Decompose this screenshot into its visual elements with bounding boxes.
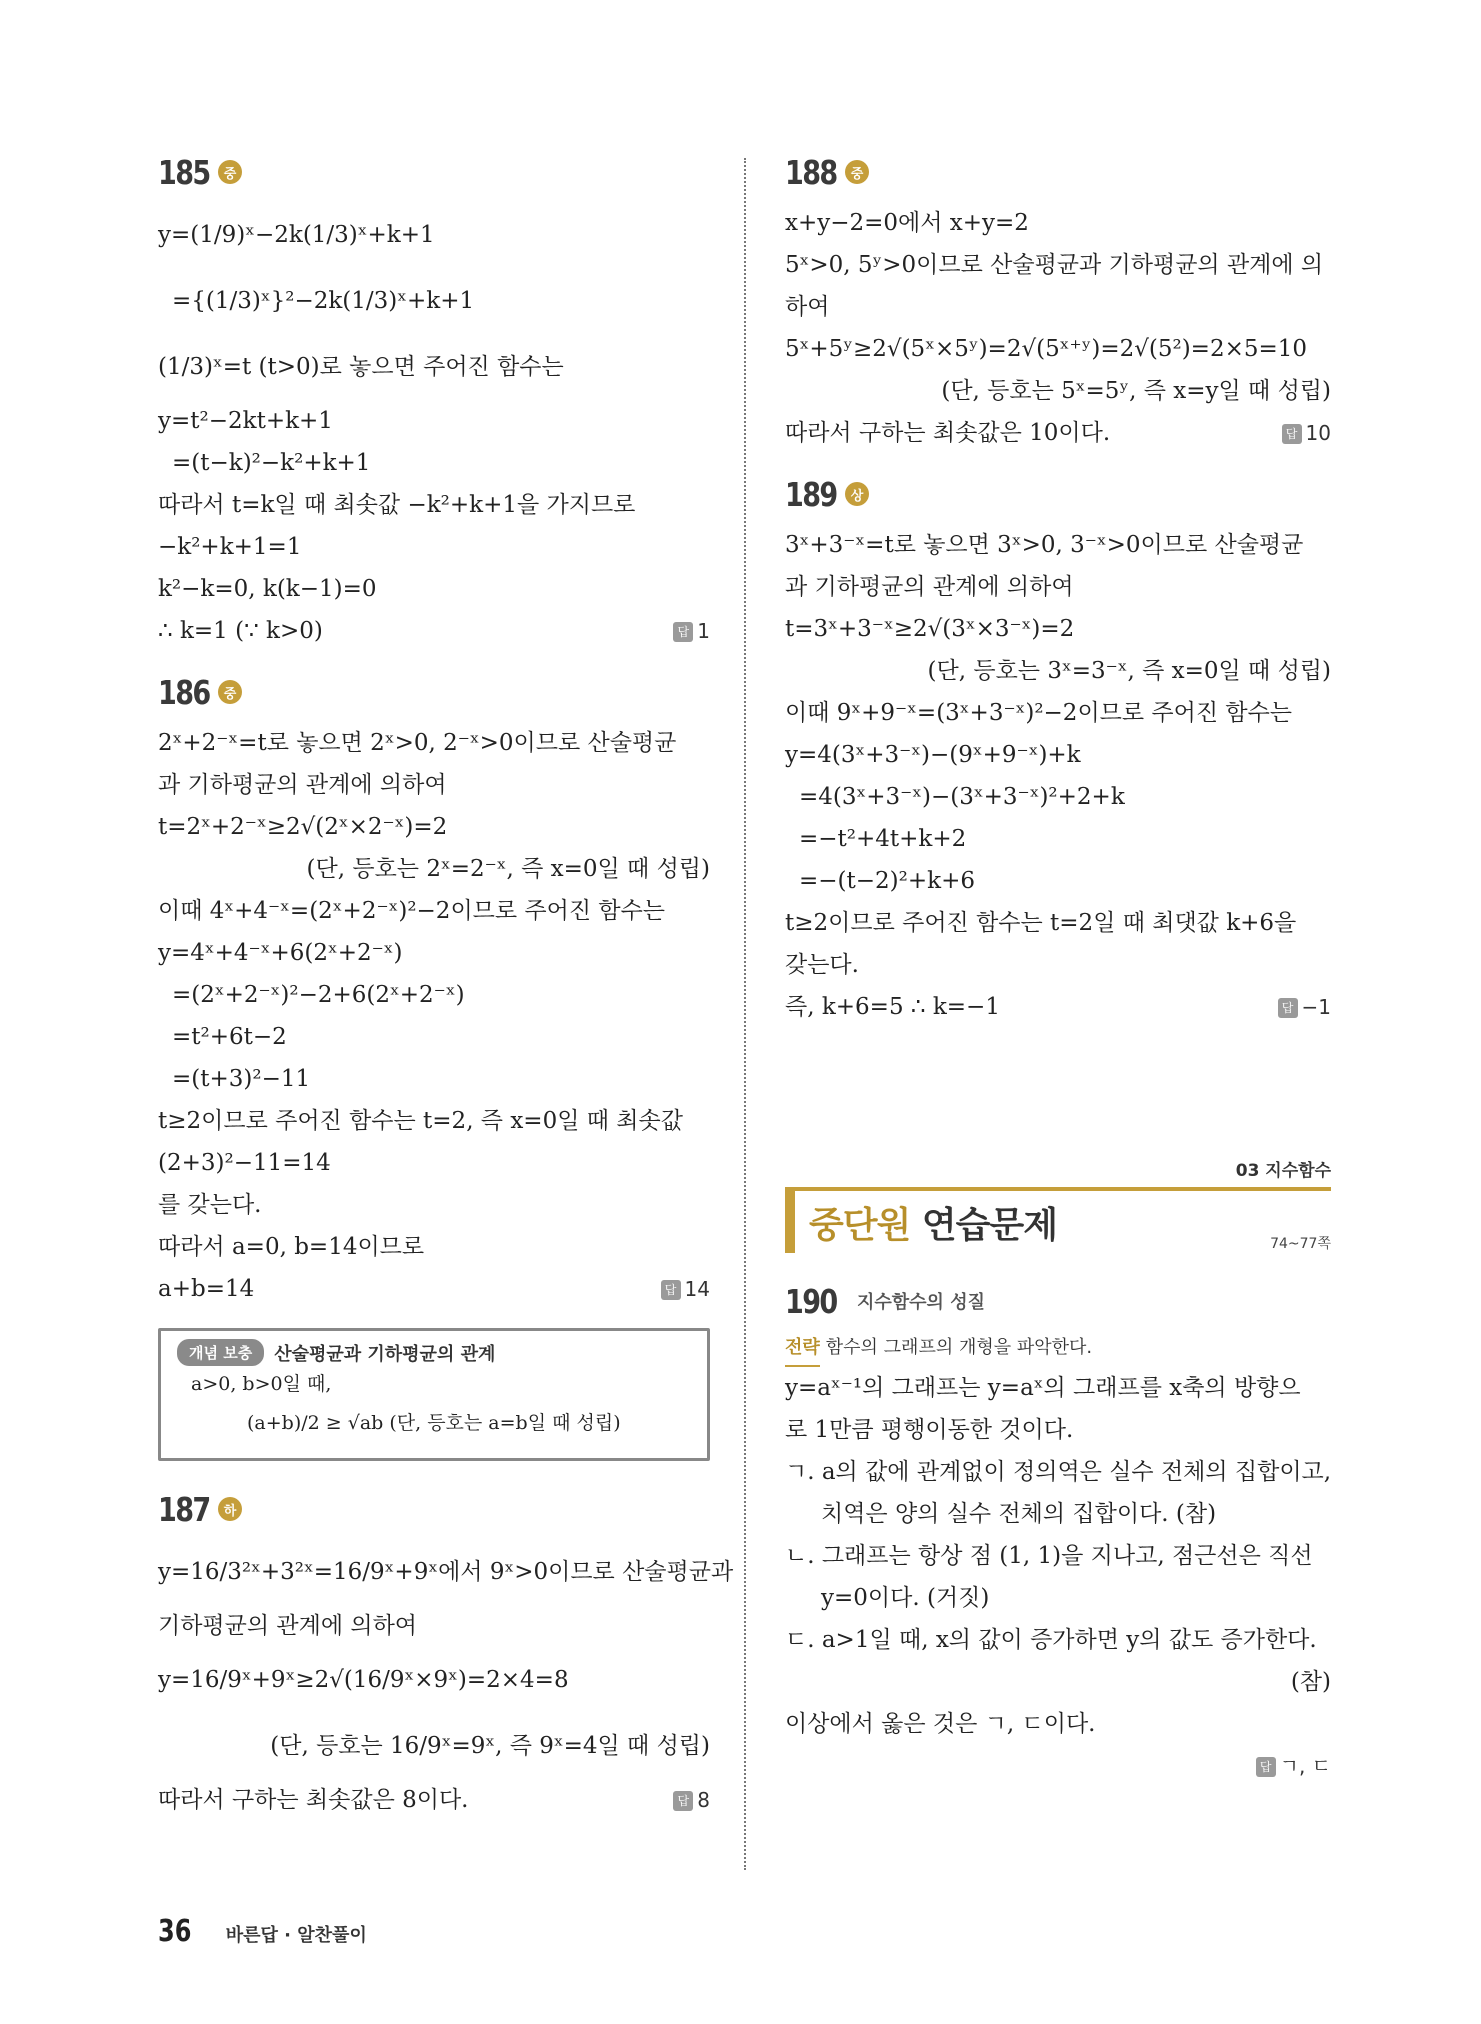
solution-line: 이때 4ˣ+4⁻ˣ=(2ˣ+2⁻ˣ)²−2이므로 주어진 함수는 <box>158 898 666 924</box>
difficulty-badge: 하 <box>218 1497 242 1521</box>
solution-line: 5ˣ+5ʸ≥2√(5ˣ×5ʸ)=2√(5ˣ⁺ʸ)=2√(5²)=2×5=10 <box>785 336 1308 362</box>
solution-line: 3ˣ+3⁻ˣ=t로 놓으면 3ˣ>0, 3⁻ˣ>0이므로 산술평균 <box>785 532 1304 558</box>
concept-line: (a+b)/2 ≥ √ab (단, 등호는 a=b일 때 성립) <box>247 1412 621 1434</box>
solution-line: (참) <box>1290 1669 1331 1695</box>
problem-185 <box>158 150 710 652</box>
concept-tag: 개념 보충 <box>177 1339 264 1366</box>
problem-number: 189 <box>785 474 837 514</box>
column-divider <box>744 158 746 1870</box>
solution-text: 따라서 구하는 최솟값은 8이다. <box>158 1787 469 1813</box>
page-number: 36 <box>158 1914 192 1949</box>
solution-line: 5ˣ>0, 5ʸ>0이므로 산술평균과 기하평균의 관계에 의 <box>785 252 1324 278</box>
answer <box>661 1268 710 1310</box>
solution-line: =(2ˣ+2⁻ˣ)²−2+6(2ˣ+2⁻ˣ) <box>172 982 465 1008</box>
difficulty-badge: 상 <box>845 482 869 506</box>
solution-line: 과 기하평균의 관계에 의하여 <box>785 574 1074 600</box>
concept-title: 산술평균과 기하평균의 관계 <box>274 1343 496 1365</box>
problem-header <box>158 670 710 714</box>
solution-line: (1/3)ˣ=t (t>0)로 놓으면 주어진 함수는 <box>158 354 564 380</box>
section-accent <box>785 1191 795 1253</box>
solution-line: x+y−2=0에서 x+y=2 <box>785 210 1029 236</box>
solution-line: ㄴ. 그래프는 항상 점 (1, 1)을 지나고, 점근선은 직선 <box>785 1543 1313 1569</box>
solution-line: 과 기하평균의 관계에 의하여 <box>158 772 447 798</box>
solution-line: ={(1/3)ˣ}²−2k(1/3)ˣ+k+1 <box>172 288 475 314</box>
solution-line: ㄱ. a의 값에 관계없이 정의역은 실수 전체의 집합이고, <box>785 1459 1332 1485</box>
solution-line: t=3ˣ+3⁻ˣ≥2√(3ˣ×3⁻ˣ)=2 <box>785 616 1075 642</box>
solution-text: a+b=14 <box>158 1276 255 1302</box>
answer-value: 10 <box>1305 421 1331 445</box>
answer-label: 답 <box>673 1791 693 1811</box>
solution-line: y=aˣ⁻¹의 그래프는 y=aˣ의 그래프를 x축의 방향으 <box>785 1375 1301 1401</box>
solution-text: ∴ k=1 (∵ k>0) <box>158 618 323 644</box>
problem-186 <box>158 670 710 1310</box>
section-title-accent: 중단원 <box>809 1204 911 1246</box>
solution-line: 따라서 t=k일 때 최솟값 −k²+k+1을 가지므로 <box>158 492 636 518</box>
problem-188 <box>785 150 1331 454</box>
solution-line: t=2ˣ+2⁻ˣ≥2√(2ˣ×2⁻ˣ)=2 <box>158 814 448 840</box>
solution-text: 즉, k+6=5 ∴ k=−1 <box>785 994 1000 1020</box>
section-header <box>785 1156 1331 1253</box>
answer-value: 14 <box>684 1277 710 1301</box>
section-title-rest: 연습문제 <box>921 1204 1057 1246</box>
solution-line: 기하평균의 관계에 의하여 <box>158 1613 418 1639</box>
solution-line: y=4(3ˣ+3⁻ˣ)−(9ˣ+9⁻ˣ)+k <box>785 742 1081 768</box>
solution-text: 따라서 구하는 최솟값은 10이다. <box>785 420 1111 446</box>
solution-line: t≥2이므로 주어진 함수는 t=2, 즉 x=0일 때 최솟값 <box>158 1108 683 1134</box>
solution-line: ㄷ. a>1일 때, x의 값이 증가하면 y의 값도 증가한다. <box>785 1627 1317 1653</box>
solution-line: y=4ˣ+4⁻ˣ+6(2ˣ+2⁻ˣ) <box>158 940 403 966</box>
difficulty-badge: 중 <box>218 680 242 704</box>
answer-value: ㄱ, ㄷ <box>1279 1754 1331 1778</box>
problem-header <box>785 1279 1331 1323</box>
solution-line: y=0이다. (거짓) <box>821 1585 990 1611</box>
problem-header <box>158 1487 710 1531</box>
solution-line: y=16/3²ˣ+3²ˣ=16/9ˣ+9ˣ에서 9ˣ>0이므로 산술평균과 <box>158 1559 734 1585</box>
solution-line: 하여 <box>785 294 830 320</box>
solution-line <box>158 610 710 652</box>
answer <box>1278 986 1331 1028</box>
answer-value: −1 <box>1301 995 1331 1019</box>
concept-line: a>0, b>0일 때, <box>191 1373 332 1395</box>
solution-line <box>158 1779 710 1821</box>
strategy-text: 함수의 그래프의 개형을 파악한다. <box>825 1337 1093 1358</box>
solution-line: (2+3)²−11=14 <box>158 1150 331 1176</box>
solution-line: (단, 등호는 5ˣ=5ʸ, 즉 x=y일 때 성립) <box>941 378 1331 404</box>
solution-line <box>785 986 1331 1028</box>
concept-box <box>158 1328 710 1461</box>
right-column <box>785 150 1331 1805</box>
footer-text: 바른답 · 알찬풀이 <box>225 1925 367 1946</box>
solution-line: −k²+k+1=1 <box>158 534 302 560</box>
problem-number: 187 <box>158 1489 210 1529</box>
solution-line: 이상에서 옳은 것은 ㄱ, ㄷ이다. <box>785 1711 1096 1737</box>
solution-line: y=t²−2kt+k+1 <box>158 408 333 434</box>
solution-line: t≥2이므로 주어진 함수는 t=2일 때 최댓값 k+6을 <box>785 910 1297 936</box>
solution-line: 이때 9ˣ+9⁻ˣ=(3ˣ+3⁻ˣ)²−2이므로 주어진 함수는 <box>785 700 1293 726</box>
solution-line <box>785 1745 1331 1787</box>
solution-line: 2ˣ+2⁻ˣ=t로 놓으면 2ˣ>0, 2⁻ˣ>0이므로 산술평균 <box>158 730 677 756</box>
solution-line: =−(t−2)²+k+6 <box>799 868 975 894</box>
problem-number: 186 <box>158 672 210 712</box>
answer-value: 1 <box>697 619 710 643</box>
problem-topic: 지수함수의 성질 <box>857 1292 985 1313</box>
answer-label: 답 <box>1278 998 1298 1018</box>
answer-label: 답 <box>661 1280 681 1300</box>
page-range: 74~77쪽 <box>1270 1236 1331 1252</box>
problem-number: 190 <box>785 1281 837 1321</box>
page-footer <box>158 1914 367 1949</box>
solution-line: (단, 등호는 16/9ˣ=9ˣ, 즉 9ˣ=4일 때 성립) <box>270 1733 710 1759</box>
solution-line <box>785 412 1331 454</box>
solution-line: 를 갖는다. <box>158 1192 262 1218</box>
difficulty-badge: 중 <box>218 160 242 184</box>
solution-line: =4(3ˣ+3⁻ˣ)−(3ˣ+3⁻ˣ)²+2+k <box>799 784 1125 810</box>
problem-number: 185 <box>158 152 210 192</box>
solution-line <box>158 1268 710 1310</box>
solution-line: (단, 등호는 2ˣ=2⁻ˣ, 즉 x=0일 때 성립) <box>306 856 710 882</box>
problem-187 <box>158 1487 734 1821</box>
answer-label: 답 <box>1282 424 1302 444</box>
answer <box>1256 1745 1331 1787</box>
problem-number: 188 <box>785 152 837 192</box>
answer <box>673 1779 710 1821</box>
strategy-line <box>785 1331 1331 1367</box>
problem-190 <box>785 1279 1331 1787</box>
solution-line: =−t²+4t+k+2 <box>799 826 967 852</box>
solution-line: y=(1/9)ˣ−2k(1/3)ˣ+k+1 <box>158 222 435 248</box>
solution-line: 치역은 양의 실수 전체의 집합이다. (참) <box>821 1501 1217 1527</box>
section-title <box>809 1197 1057 1248</box>
solution-line: y=16/9ˣ+9ˣ≥2√(16/9ˣ×9ˣ)=2×4=8 <box>158 1667 569 1693</box>
answer-label: 답 <box>1256 1757 1276 1777</box>
problem-header <box>785 150 1331 194</box>
solution-line: 로 1만큼 평행이동한 것이다. <box>785 1417 1074 1443</box>
solution-line: =(t+3)²−11 <box>172 1066 311 1092</box>
problem-189 <box>785 472 1331 1028</box>
concept-header <box>177 1339 691 1366</box>
answer <box>673 610 710 652</box>
problem-header <box>158 150 710 194</box>
strategy-tag: 전략 <box>785 1331 820 1367</box>
left-column <box>158 150 734 1839</box>
solution-line: k²−k=0, k(k−1)=0 <box>158 576 377 602</box>
difficulty-badge: 중 <box>845 160 869 184</box>
section-bar <box>785 1187 1331 1253</box>
answer-value: 8 <box>697 1788 710 1812</box>
answer <box>1282 412 1331 454</box>
solution-line: =t²+6t−2 <box>172 1024 287 1050</box>
chapter-label: 03 지수함수 <box>1235 1161 1331 1181</box>
solution-line: 갖는다. <box>785 952 859 978</box>
solution-line: (단, 등호는 3ˣ=3⁻ˣ, 즉 x=0일 때 성립) <box>927 658 1331 684</box>
solution-line: 따라서 a=0, b=14이므로 <box>158 1234 425 1260</box>
solution-line: =(t−k)²−k²+k+1 <box>172 450 371 476</box>
answer-label: 답 <box>673 622 693 642</box>
problem-header <box>785 472 1331 516</box>
